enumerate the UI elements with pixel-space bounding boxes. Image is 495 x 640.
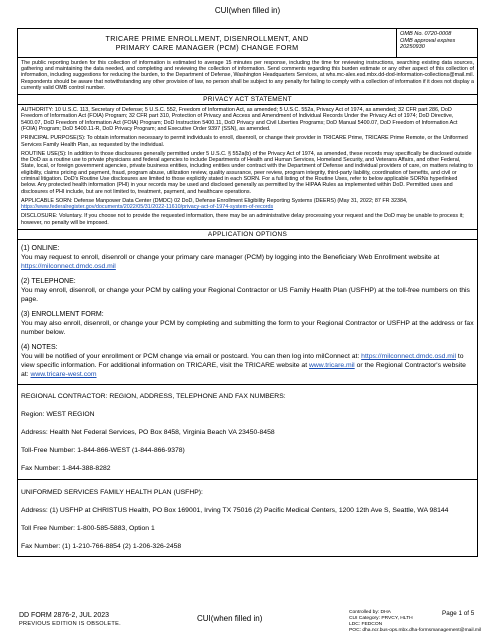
sorn-link[interactable]: https://www.federalregister.gov/documents/2022/05/31/2022-11610/privacy-act-of-1974-system-of-records <box>21 204 274 211</box>
notes-text-3: or the Regional Contractor's website at: <box>21 362 466 379</box>
usfhp-heading: UNIFORMED SERVICES FAMILY HEALTH PLAN (USFHP): <box>21 489 203 497</box>
online-heading: (1) ONLINE: <box>21 245 60 253</box>
online-text <box>21 253 474 271</box>
privacy-heading: PRIVACY ACT STATEMENT <box>18 95 477 105</box>
telephone-heading: (2) TELEPHONE: <box>21 278 76 286</box>
omb-box <box>397 29 477 57</box>
cui-marking-top: CUI(when filled in) <box>214 6 281 15</box>
regional-region: Region: WEST REGION <box>21 411 95 419</box>
milconnect-link[interactable]: https://milconnect.dmdc.osd.mil <box>21 263 116 271</box>
controlled-by: Controlled by: DHA <box>349 610 391 615</box>
application-options <box>18 240 477 385</box>
online-description: You may request to enroll, disenroll or change your primary care manager (PCM) by logging into the Beneficiary Web Enrollment website at <box>21 254 440 262</box>
privacy-purpose: PRINCIPAL PURPOSE(S): To obtain information necessary to permit individuals to enroll, disenroll, or change their provider in TRICARE Prime, TRICARE Prime Remote, or the Uniformed Services Family Health Plan, as requested by the individual. <box>21 135 468 148</box>
tricare-west-link[interactable]: www.tricare-west.com <box>30 371 97 379</box>
previous-edition-note: PREVIOUS EDITION IS OBSOLETE. <box>19 621 121 627</box>
omb-expiry-date: 20250930 <box>400 44 425 51</box>
form-title-line2: PRIMARY CARE MANAGER (PCM) CHANGE FORM <box>115 43 299 52</box>
omb-number: OMB No. 0720-0008 <box>400 31 452 37</box>
notes-heading: (4) NOTES: <box>21 344 58 352</box>
regional-address: Address: Health Net Federal Services, PO Box 8458, Virginia Beach VA 23450-8458 <box>21 429 275 437</box>
cui-category: CUI Category: PRVCY, HLTH <box>349 616 413 621</box>
cui-marking-bottom: CUI(when filled in) <box>197 614 263 623</box>
enrollment-form-text: You may also enroll, disenroll, or change your PCM by completing and submitting the form to your Regional Contractor or USFHP at the address or fax number below. <box>21 320 474 337</box>
notes-text <box>21 352 474 379</box>
usfhp-tollfree: Toll Free Number: 1-800-585-5883, Option 1 <box>21 525 155 533</box>
regional-heading: REGIONAL CONTRACTOR: REGION, ADDRESS, TELEPHONE AND FAX NUMBERS: <box>21 393 286 401</box>
tricare-link[interactable]: www.tricare.mil <box>308 362 355 370</box>
usfhp-section <box>18 480 477 556</box>
form-number: DD FORM 2876-2, JUL 2023 <box>19 612 109 619</box>
usfhp-address: Address: (1) USFHP at CHRISTUS Health, PO Box 169001, Irving TX 75016 (2) Pacific Medical Centers, 1200 12th Ave S, Seattle, WA 98144 <box>21 507 449 515</box>
form-title-line1: TRICARE PRIME ENROLLMENT, DISENROLLMENT, AND <box>105 34 309 43</box>
form-footer <box>17 610 482 638</box>
form-container <box>17 28 478 557</box>
regional-contractor-section <box>18 385 477 480</box>
ldc: LDC: FEDCON <box>349 622 383 627</box>
enrollment-form-heading: (3) ENROLLMENT FORM: <box>21 311 104 319</box>
privacy-authority: AUTHORITY: 10 U.S.C. 113, Secretary of Defense; 5 U.S.C. 552, Freedom of Information Act, as amended; 5 U.S.C. 552a, Privacy Act of 1974, as amended; 32 CFR part 286, DoD Freedom of Information Act (FOIA) Program; 32 CFR part 310, Protection of Privacy and Access and Amendment of Individual Records Under the Privacy Act of 1974; DoD Directive, 5400.07, DoD Freedom of Information Act (FOIA) Program; DoD Instruction 5400.11, DoD Privacy and Civil Liberties Programs; DoD Manual 5400.07, DoD Freedom of Information Act (FOIA) Program; DoD 5400.11-R, DoD Privacy Program; and Executive Order 9397 (SSN), as amended. <box>21 107 458 132</box>
poc: POC: dha.ncr.bus-ops.mbx.dha-formsmanagement@mail.mil <box>349 628 482 633</box>
application-options-heading: APPLICATION OPTIONS <box>18 230 477 240</box>
privacy-act-statement <box>18 105 477 230</box>
telephone-text: You may enroll, disenroll, or change your PCM by calling your Regional Contractor or US Family Health Plan (USFHP) at the toll-free numbers on this page. <box>21 287 470 304</box>
notes-text-1: You will be notified of your enrollment or PCM change via email or postcard. You can then log into milConnect at: <box>21 353 360 361</box>
page-number: Page 1 of 5 <box>442 610 475 617</box>
burden-statement: The public reporting burden for this collection of information is estimated to average 15 minutes per response, including the time for reviewing instructions, searching existing data sources, gathering and maintaining the data needed, and completing and reviewing the collection of information. Send comments regarding this burden estimate or any other aspect of this collection of information, including suggestions for reducing the burden, to the Department of Defense, Washington Headquarters Services, at whs.mc-alex.esd.mbx.dd-dod-information-collections@mail.mil. Respondents should be aware that notwithstanding any other provision of law, no person shall be subject to any penalty for failing to comply with a collection of information if it does not display a currently valid OMB control number. <box>18 58 477 95</box>
privacy-sorn <box>21 198 474 211</box>
privacy-routine-uses: ROUTINE USE(S): In addition to those disclosures generally permitted under 5 U.S.C. § 552a(b) of the Privacy Act of 1974, as amended, these records may specifically be disclosed outside the DoD as a routine use to private physicians and federal agencies to include Departments of Health and Human Services, Homeland Security, and Veterans Affairs, and other Federal, State, local, or foreign government agencies, private business entities, including entities under contract with the Department of Defense and individual providers of care, on matters relating to eligibility, claims pricing and payment, fraud, program abuse, utilization review, quality assurance, peer review, program integrity, third-party liability, coordination of benefits, and civil or criminal litigation. DoD's Routine Use disclosures are limited to those explicitly stated in each SORN. For a full listing of the Routine Uses, refer to below applicable SORNs hyperlinked below. Any protected health information (PHI) in your records may be used and disclosed generally as permitted by the HIPAA Rules as implemented within DoD. Permitted uses and disclosures of PHI include, but are not limited to, treatment, payment, and healthcare operations. <box>21 150 473 195</box>
sorn-text: APPLICABLE SORN: Defense Manpower Data Center (DMDC) 02 DoD, Defense Enrollment Eligibility Reporting Systems (DEERS) (May 31, 2022; 87 FR 32384, <box>21 197 408 204</box>
footer-form-info <box>19 611 121 629</box>
omb-approval-label: OMB approval expires <box>400 37 456 44</box>
form-header <box>18 29 477 58</box>
regional-fax: Fax Number: 1-844-388-8282 <box>21 465 111 473</box>
form-title <box>18 29 397 57</box>
usfhp-fax: Fax Number: (1) 1-210-766-8854 (2) 1-206-326-2458 <box>21 543 182 551</box>
notes-text-2: to view specific information. For additional information on TRICARE, visit the TRICARE website at <box>21 353 464 370</box>
notes-milconnect-link[interactable]: https://milconnect.dmdc.osd.mil <box>361 353 456 361</box>
regional-tollfree: Toll-Free Number: 1-844-866-WEST (1-844-866-9378) <box>21 447 185 455</box>
privacy-disclosure: DISCLOSURE: Voluntary. If you choose not to provide the requested information, there may be an administrative delay processing your request and the DoD may be unable to process it; however, no penalty will be imposed. <box>21 213 464 226</box>
